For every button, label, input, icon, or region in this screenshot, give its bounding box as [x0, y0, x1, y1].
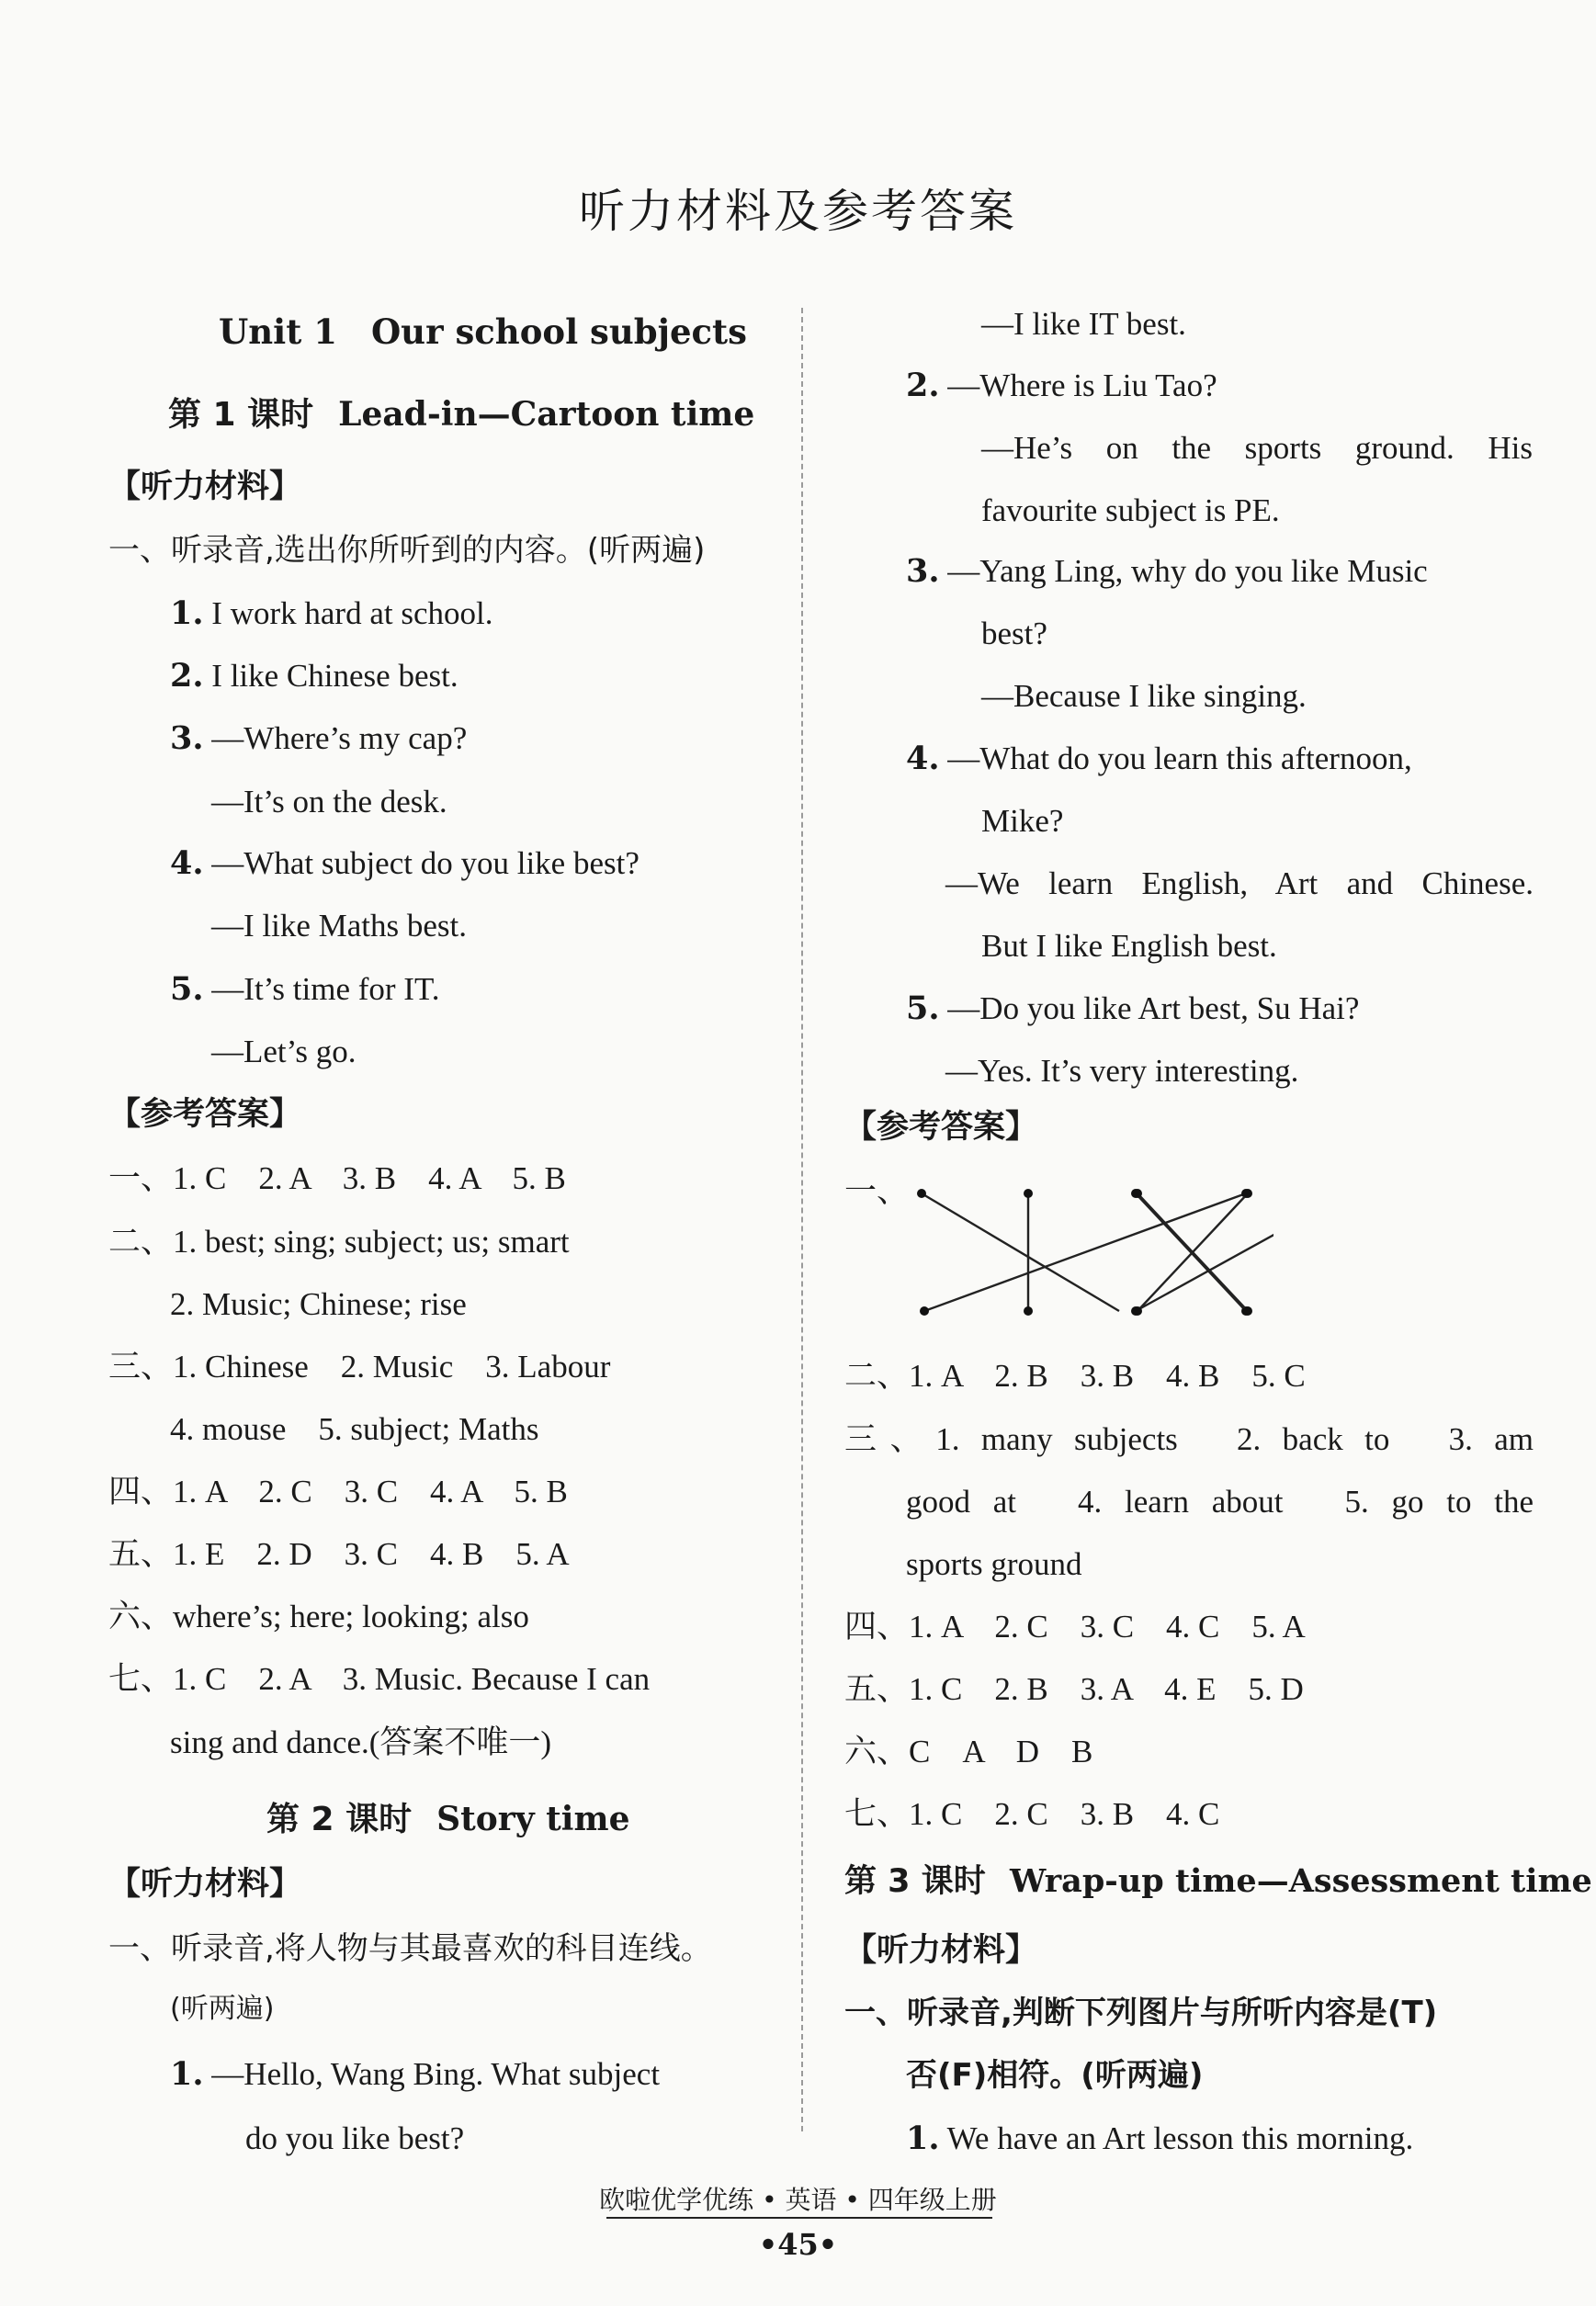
match-dot	[1243, 1189, 1252, 1198]
section-listening: 【听力材料】	[108, 1866, 302, 1903]
section-answers: 【参考答案】	[844, 1109, 1038, 1146]
list-item: 5. —Do you like Art best, Su Hai?	[906, 989, 1360, 1027]
answer-row: 二、1. best; sing; subject; us; smart	[108, 1224, 570, 1260]
list-item: —I like Maths best.	[211, 908, 468, 944]
match-dot	[1024, 1306, 1033, 1316]
page-title: 听力材料及参考答案	[579, 185, 1017, 238]
question-2-instruction: 一、听录音,将人物与其最喜欢的科目连线。	[108, 1930, 712, 1967]
list-item: 4. —What subject do you like best?	[170, 844, 640, 882]
list-item: best?	[981, 616, 1047, 651]
matching-answer-diagram-right	[1117, 1178, 1273, 1327]
list-item: favourite subject is PE.	[981, 492, 1280, 528]
answer-row: 三、1. Chinese 2. Music 3. Labour	[108, 1349, 611, 1385]
list-item: 5. —It’s time for IT.	[170, 970, 440, 1008]
answer-row: 二、1. A 2. B 3. B 4. B 5. C	[844, 1358, 1306, 1395]
match-dot	[1024, 1189, 1033, 1198]
answer-row: good at 4. learn about 5. go to the	[906, 1484, 1534, 1520]
answer-row: 五、1. E 2. D 3. C 4. B 5. A	[108, 1536, 570, 1573]
footer-rule	[606, 2217, 992, 2219]
section-answers: 【参考答案】	[108, 1096, 302, 1133]
answer-row: sing and dance.(答案不唯一)	[170, 1724, 552, 1760]
list-item: But I like English best.	[981, 928, 1277, 964]
question-1-instruction: 一、听录音,选出你所听到的内容。(听两遍)	[108, 532, 706, 569]
list-item: 4. —What do you learn this afternoon,	[906, 740, 1412, 777]
list-item: do you like best?	[245, 2120, 465, 2156]
lesson3-title: 第 3 课时 Wrap-up time—Assessment time	[844, 1862, 1592, 1900]
answer-row: 七、1. C 2. C 3. B 4. C	[844, 1796, 1220, 1833]
list-item: —Because I like singing.	[981, 678, 1307, 714]
list-item: —Let’s go.	[211, 1034, 357, 1069]
answer-row: 2. Music; Chinese; rise	[170, 1286, 467, 1322]
lesson1-title: 第 1 课时 Lead-in—Cartoon time	[168, 395, 755, 434]
list-item: 2. I like Chinese best.	[170, 657, 458, 695]
answer-row: 4. mouse 5. subject; Maths	[170, 1411, 539, 1447]
match-dot	[1133, 1189, 1142, 1198]
question-2-instruction-cont: (听两遍)	[170, 1993, 275, 2025]
list-item: 1. I work hard at school.	[170, 594, 493, 632]
match-dot	[1133, 1306, 1142, 1316]
list-item: Mike?	[981, 803, 1064, 839]
answer-row: 六、C A D B	[844, 1734, 1093, 1770]
list-item: 3. —Yang Ling, why do you like Music	[906, 552, 1428, 590]
page-number: •45•	[758, 2227, 838, 2262]
match-line	[922, 1193, 1119, 1311]
list-item: —Yes. It’s very interesting.	[945, 1053, 1299, 1089]
match-dot	[917, 1189, 926, 1198]
answer-row: 六、where’s; here; looking; also	[108, 1599, 529, 1635]
lesson2-title: 第 2 课时 Story time	[266, 1800, 630, 1838]
answer-row: 七、1. C 2. A 3. Music. Because I can	[108, 1661, 651, 1698]
match-dot	[920, 1306, 929, 1316]
list-item: 1. —Hello, Wang Bing. What subject	[170, 2055, 661, 2093]
list-item: —We learn English, Art and Chinese.	[945, 865, 1534, 901]
answer-label: 一、	[844, 1173, 910, 1210]
answer-row: 一、1. C 2. A 3. B 4. A 5. B	[108, 1160, 566, 1197]
answer-row: 三、1. many subjects 2. back to 3. am	[844, 1421, 1534, 1458]
answer-row: 五、1. C 2. B 3. A 4. E 5. D	[844, 1671, 1304, 1708]
question-3-instruction: 一、听录音,判断下列图片与所听内容是(T)	[844, 1995, 1438, 2031]
list-item: 3. —Where’s my cap?	[170, 719, 468, 757]
section-listening: 【听力材料】	[108, 469, 302, 505]
list-item: —It’s on the desk.	[211, 784, 447, 820]
list-item: 1. We have an Art lesson this morning.	[906, 2119, 1414, 2157]
list-item: —I like IT best.	[981, 306, 1186, 342]
list-item: 2. —Where is Liu Tao?	[906, 367, 1217, 404]
section-listening: 【听力材料】	[844, 1932, 1038, 1969]
list-item: —He’s on the sports ground. His	[981, 430, 1533, 466]
unit-title: Unit 1 Our school subjects	[219, 311, 747, 352]
question-3-instruction-cont: 否(F)相符。(听两遍)	[906, 2057, 1204, 2094]
answer-row: 四、1. A 2. C 3. C 4. C 5. A	[844, 1609, 1306, 1645]
footer-book-title: 欧啦优学优练 • 英语 • 四年级上册	[599, 2185, 997, 2215]
column-divider	[801, 308, 803, 2131]
match-dot	[1243, 1306, 1252, 1316]
answer-row: sports ground	[906, 1546, 1082, 1582]
answer-row: 四、1. A 2. C 3. C 4. A 5. B	[108, 1474, 568, 1510]
